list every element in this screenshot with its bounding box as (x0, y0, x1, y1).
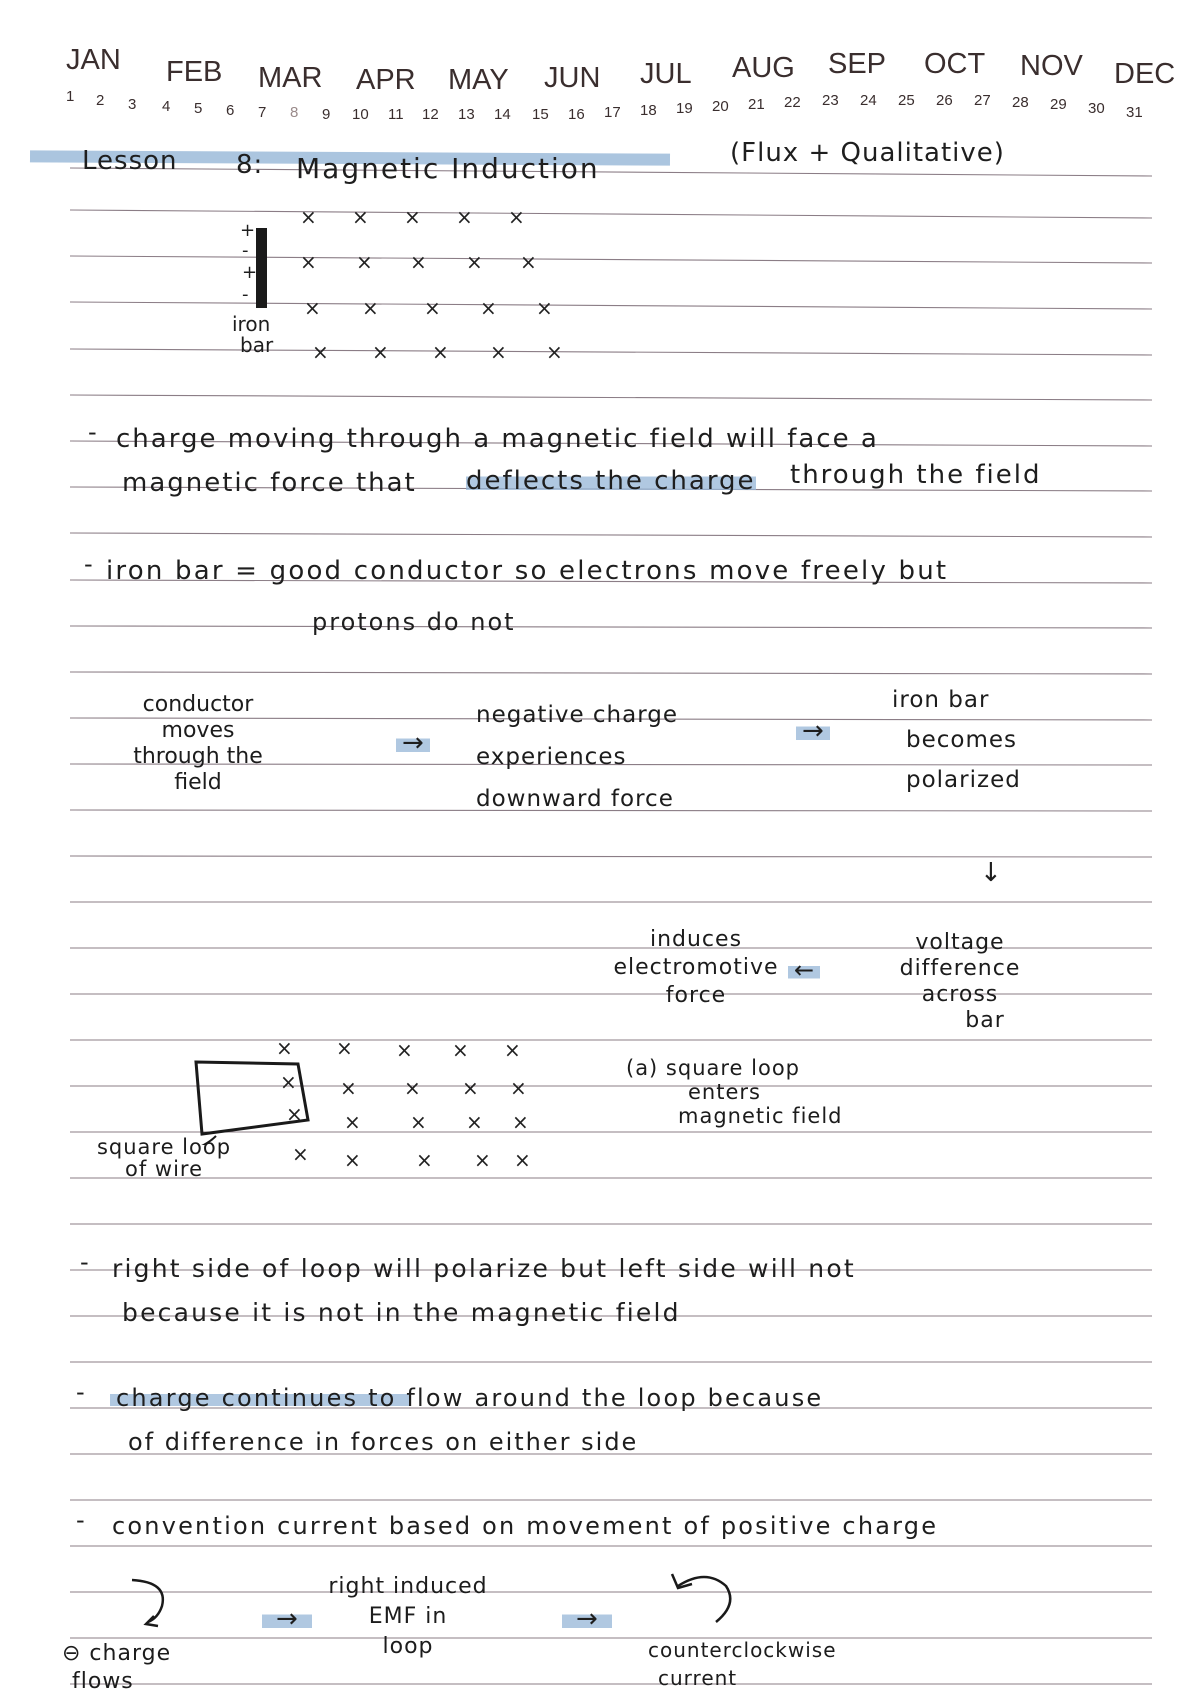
flow-text: through the (133, 744, 263, 769)
day-label: 10 (352, 106, 369, 123)
day-label: 1 (66, 88, 75, 105)
day-label: 12 (422, 106, 439, 123)
loop-caption (626, 1056, 843, 1128)
month-label: DEC (1114, 58, 1176, 90)
day-label: 3 (128, 96, 137, 113)
field-into-page-icon: × (480, 296, 497, 320)
month-label: SEP (828, 48, 887, 80)
note-line: convention current based on movement of positive charge (112, 1512, 939, 1540)
field-into-page-icon: × (372, 340, 389, 364)
field-into-page-icon: × (404, 1076, 421, 1100)
curved-arrow-clockwise-icon (118, 1572, 188, 1632)
flow-text: voltage (915, 930, 1005, 955)
loop-label-line: of wire (124, 1157, 204, 1181)
field-into-page-icon: × (286, 1102, 303, 1126)
day-label: 30 (1088, 100, 1105, 117)
day-label: 16 (568, 106, 585, 123)
field-into-page-icon: × (514, 1148, 531, 1172)
caption-line: magnetic field (678, 1104, 843, 1128)
arrow-right-icon: → (396, 728, 430, 758)
note-line: because it is not in the magnetic field (122, 1298, 681, 1327)
note-line: through the field (790, 460, 1042, 490)
day-label: 9 (322, 106, 331, 123)
field-into-page-icon: × (344, 1110, 361, 1134)
month-label: MAR (258, 62, 323, 94)
month-label: OCT (924, 48, 986, 80)
field-into-page-icon: × (416, 1148, 433, 1172)
flow-text: moves (161, 718, 235, 743)
flow-step-conductor (118, 692, 278, 796)
caption-line: (a) square loop (626, 1056, 801, 1080)
page-subtitle: (Flux + Qualitative) (730, 138, 1005, 168)
flow-text: across (921, 982, 999, 1007)
month-label: AUG (732, 52, 795, 84)
arrow-down-icon: ↓ (980, 858, 1002, 888)
field-into-page-icon: × (546, 340, 563, 364)
day-label: 13 (458, 106, 475, 123)
day-label: 25 (898, 92, 915, 109)
field-into-page-icon: × (462, 1076, 479, 1100)
loop-label (84, 1136, 244, 1180)
month-label: MAY (448, 64, 509, 96)
day-label: 4 (162, 98, 171, 115)
day-label: 18 (640, 102, 657, 119)
flow-step-negative-charge (476, 694, 678, 820)
day-label: 5 (194, 100, 203, 117)
flow-text: bar (965, 1008, 1005, 1033)
field-into-page-icon: × (340, 1076, 357, 1100)
flow-text: ⊖ charge (62, 1641, 172, 1666)
flow-text: loop (382, 1634, 434, 1659)
field-into-page-icon: × (520, 250, 537, 274)
field-into-page-icon: × (312, 340, 329, 364)
day-label: 29 (1050, 96, 1067, 113)
field-into-page-icon: × (410, 250, 427, 274)
note-line: charge continues to flow around the loop because (116, 1384, 824, 1412)
polarity-plus: + (240, 220, 256, 241)
field-into-page-icon: × (336, 1036, 353, 1060)
day-label: 21 (748, 96, 765, 113)
field-into-page-icon: × (276, 1036, 293, 1060)
iron-bar (256, 228, 267, 308)
field-into-page-icon: × (292, 1142, 309, 1166)
bullet-dash: - (80, 1248, 89, 1276)
note-line: charge moving through a magnetic field will face a (116, 424, 879, 454)
flow-text: EMF in (368, 1604, 448, 1629)
month-label: JAN (66, 44, 121, 76)
flow-text: right induced (328, 1574, 488, 1599)
flow-step-induced-emf (328, 1572, 488, 1662)
field-into-page-icon: × (466, 250, 483, 274)
curved-arrow-counterclockwise-icon (666, 1570, 746, 1632)
field-into-page-icon: × (410, 1110, 427, 1134)
arrow-right-icon: → (262, 1604, 312, 1634)
month-label: NOV (1020, 50, 1083, 82)
note-highlight: deflects the charge (466, 466, 756, 496)
day-label: 8 (290, 104, 299, 121)
field-into-page-icon: × (404, 205, 421, 229)
caption-line: enters (688, 1080, 761, 1104)
day-label: 23 (822, 92, 839, 109)
flow-text: field (174, 770, 222, 795)
flow-text: flows (72, 1669, 134, 1694)
note-line: magnetic force that (122, 468, 417, 498)
note-line: of difference in forces on either side (128, 1428, 639, 1456)
field-into-page-icon: × (424, 296, 441, 320)
field-into-page-icon: × (362, 296, 379, 320)
month-label: APR (356, 64, 416, 96)
field-into-page-icon: × (490, 340, 507, 364)
field-into-page-icon: × (300, 250, 317, 274)
flow-text: becomes (906, 727, 1018, 753)
flow-text: experiences (476, 744, 627, 770)
flow-step-polarized (892, 680, 1021, 800)
flow-text: counterclockwise (648, 1638, 837, 1662)
day-label: 15 (532, 106, 549, 123)
note-line: iron bar = good conductor so electrons move freely but (106, 556, 949, 586)
field-into-page-icon: × (300, 205, 317, 229)
day-label: 31 (1126, 104, 1143, 121)
loop-label-line: square loop (96, 1135, 232, 1159)
flow-text: iron bar (892, 687, 990, 713)
arrow-right-icon: → (796, 716, 830, 746)
day-label: 7 (258, 104, 267, 121)
polarity-minus: - (242, 240, 249, 261)
day-label: 26 (936, 92, 953, 109)
field-into-page-icon: × (352, 205, 369, 229)
field-into-page-icon: × (456, 205, 473, 229)
field-into-page-icon: × (474, 1148, 491, 1172)
day-label: 20 (712, 98, 729, 115)
day-label: 17 (604, 104, 621, 121)
flow-text: difference (899, 956, 1021, 981)
month-label: JUN (544, 62, 601, 94)
month-label: JUL (640, 58, 692, 90)
day-label: 28 (1012, 94, 1029, 111)
field-into-page-icon: × (452, 1038, 469, 1062)
square-loop-shape (180, 1050, 320, 1145)
field-into-page-icon: × (344, 1148, 361, 1172)
note-line: right side of loop will polarize but left side will not (112, 1254, 856, 1283)
iron-bar-label: iron (232, 312, 271, 336)
flow-step-counterclockwise (648, 1636, 837, 1692)
day-label: 11 (388, 106, 404, 123)
flow-text: current (658, 1666, 738, 1690)
field-into-page-icon: × (508, 205, 525, 229)
month-label: FEB (166, 56, 223, 88)
flow-text: downward force (476, 786, 674, 812)
day-label: 19 (676, 100, 693, 117)
flow-text: electromotive (613, 955, 779, 980)
field-into-page-icon: × (510, 1076, 527, 1100)
flow-step-charge-flows (62, 1640, 171, 1696)
field-into-page-icon: × (304, 296, 321, 320)
field-into-page-icon: × (536, 296, 553, 320)
day-label: 6 (226, 102, 235, 119)
arrow-left-icon: ← (788, 956, 820, 984)
field-into-page-icon: × (280, 1070, 297, 1094)
day-label: 2 (96, 92, 105, 109)
flow-text: force (665, 983, 727, 1008)
field-into-page-icon: × (466, 1110, 483, 1134)
day-label: 27 (974, 92, 991, 109)
field-into-page-icon: × (432, 340, 449, 364)
flow-text: conductor (142, 692, 254, 717)
day-label: 24 (860, 92, 877, 109)
field-into-page-icon: × (396, 1038, 413, 1062)
lesson-word: Lesson (82, 146, 178, 176)
page-title: Magnetic Induction (296, 152, 600, 185)
flow-step-emf (596, 926, 796, 1010)
bullet-dash: - (76, 1378, 85, 1406)
bullet-dash: - (76, 1506, 85, 1534)
iron-bar-label: bar (240, 333, 274, 357)
arrow-right-icon: → (562, 1604, 612, 1634)
note-line: protons do not (312, 608, 516, 636)
flow-text: induces (649, 927, 743, 952)
polarity-minus: - (242, 284, 249, 305)
field-into-page-icon: × (504, 1038, 521, 1062)
polarity-plus: + (242, 262, 258, 283)
bullet-dash: - (84, 550, 93, 578)
lesson-number: 8: (236, 150, 264, 180)
field-into-page-icon: × (512, 1110, 529, 1134)
day-label: 22 (784, 94, 801, 111)
flow-step-voltage (880, 930, 1040, 1034)
day-label: 14 (494, 106, 511, 123)
flow-text: negative charge (476, 702, 679, 728)
field-into-page-icon: × (356, 250, 373, 274)
bullet-dash: - (88, 418, 97, 446)
flow-text: polarized (906, 767, 1021, 793)
